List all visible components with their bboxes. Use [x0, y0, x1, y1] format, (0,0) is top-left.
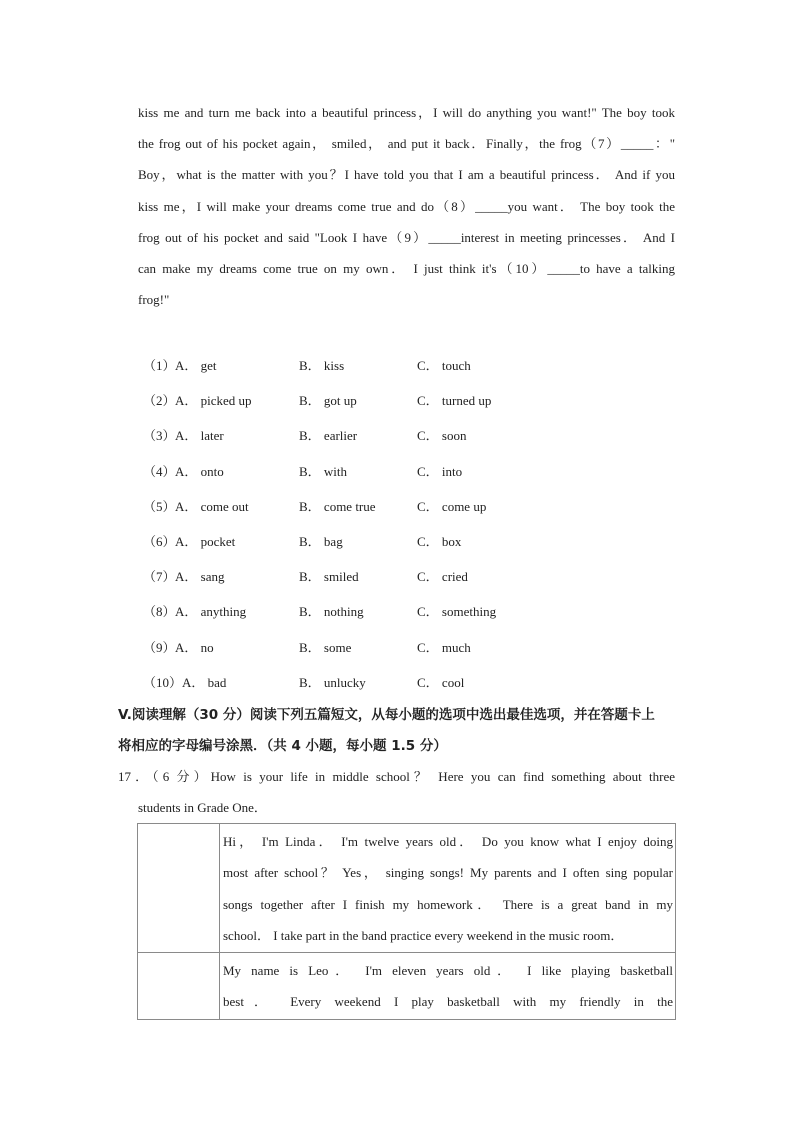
passage-line: Boy，what is the matter with you？I have told you that I am a beautiful princess． And if you	[138, 167, 675, 183]
option-a: A． come out	[175, 498, 249, 514]
option-b: B． nothing	[299, 604, 364, 620]
table-cell-blank	[138, 824, 220, 953]
cell-line: school． I take part in the band practice every weekend in the music room．	[223, 928, 624, 944]
option-number: （6）	[143, 533, 176, 549]
section-heading-line: V.阅读理解（30 分）阅读下列五篇短文，从每小题的选项中选出最佳选项，并在答题卡上	[118, 707, 655, 723]
table-cell-text	[220, 952, 676, 1019]
option-number: （2）	[143, 393, 176, 409]
section-heading	[118, 700, 678, 762]
option-number: （1）	[143, 358, 176, 373]
option-number: （3）	[143, 428, 176, 444]
option-row	[143, 383, 563, 418]
cell-line: most after school？ Yes， singing songs! My parents and I often sing popular	[223, 865, 673, 881]
option-row	[143, 559, 563, 594]
option-b: B． bag	[299, 533, 343, 549]
answer-options-list	[143, 348, 563, 700]
table-row	[138, 824, 676, 953]
option-c: C． cried	[417, 569, 468, 585]
option-a: A． onto	[175, 463, 224, 479]
option-row	[143, 418, 563, 453]
option-c: C． cool	[417, 674, 465, 690]
cloze-passage	[138, 97, 675, 315]
passage-line: kiss me，I will make your dreams come true and do（8）_____you want． The boy took the	[138, 198, 675, 214]
passage-line: the frog out of his pocket again， smiled， and put it back．Finally，the frog（7）_____："	[138, 136, 675, 152]
option-number: （7）	[143, 569, 176, 585]
option-a: A． get	[175, 358, 217, 373]
cell-line: songs together after I finish my homework． There is a great band in my	[223, 896, 673, 912]
option-b: B． got up	[299, 393, 357, 409]
option-c: C． come up	[417, 498, 487, 514]
table-cell-blank	[138, 952, 220, 1019]
passage-line: kiss me and turn me back into a beautiful princess，I will do anything you want!" The boy took	[138, 105, 675, 120]
table-row	[138, 952, 676, 1019]
option-b: B． kiss	[299, 358, 345, 373]
passage-line: can make my dreams come true on my own． I just think it's（10）_____to have a talking	[138, 261, 675, 277]
option-number: （4）	[143, 463, 176, 479]
question-line: students in Grade One．	[138, 800, 267, 815]
question-17-prompt	[118, 761, 675, 823]
option-number: （9）	[143, 639, 176, 655]
option-row	[143, 665, 563, 700]
passage-line: frog out of his pocket and said "Look I have（9）_____interest in meeting princesses． And I	[138, 229, 675, 245]
option-number: （10）	[143, 674, 183, 690]
option-c: C． box	[417, 533, 462, 549]
option-b: B． some	[299, 639, 352, 655]
option-c: C． turned up	[417, 393, 492, 409]
option-number: （8）	[143, 604, 176, 620]
option-row	[143, 454, 563, 489]
option-row	[143, 630, 563, 665]
option-row	[143, 594, 563, 629]
option-c: C． something	[417, 604, 497, 620]
option-row	[143, 348, 563, 383]
section-heading-line: 将相应的字母编号涂黑．（共 4 小题，每小题 1.5 分）	[118, 738, 447, 754]
option-b: B． smiled	[299, 569, 359, 585]
option-b: B． unlucky	[299, 674, 366, 690]
cell-line: Hi， I'm Linda． I'm twelve years old． Do you know what I enjoy doing	[223, 834, 673, 849]
option-c: C． much	[417, 639, 471, 655]
passage-line: frog!"	[138, 292, 170, 308]
option-c: C． touch	[417, 358, 471, 373]
option-a: A． no	[175, 639, 214, 655]
student-profiles-table	[137, 823, 676, 1020]
cell-line: best． Every weekend I play basketball with my friendly in the	[223, 994, 673, 1010]
question-line: 17．（6 分）How is your life in middle school？ Here you can find something about three	[118, 769, 675, 784]
option-c: C． into	[417, 463, 463, 479]
option-row	[143, 524, 563, 559]
cell-line: My name is Leo． I'm eleven years old． I like playing basketball	[223, 962, 673, 978]
option-a: A． pocket	[175, 533, 236, 549]
option-a: A． later	[175, 428, 224, 444]
option-a: A． sang	[175, 569, 225, 585]
option-number: （5）	[143, 498, 176, 514]
table-cell-text	[220, 824, 676, 953]
option-a: A． bad	[182, 674, 227, 690]
option-row	[143, 489, 563, 524]
option-b: B． come true	[299, 498, 376, 514]
option-a: A． anything	[175, 604, 247, 620]
option-c: C． soon	[417, 428, 467, 444]
option-b: B． with	[299, 463, 348, 479]
option-a: A． picked up	[175, 393, 252, 409]
option-b: B． earlier	[299, 428, 358, 444]
